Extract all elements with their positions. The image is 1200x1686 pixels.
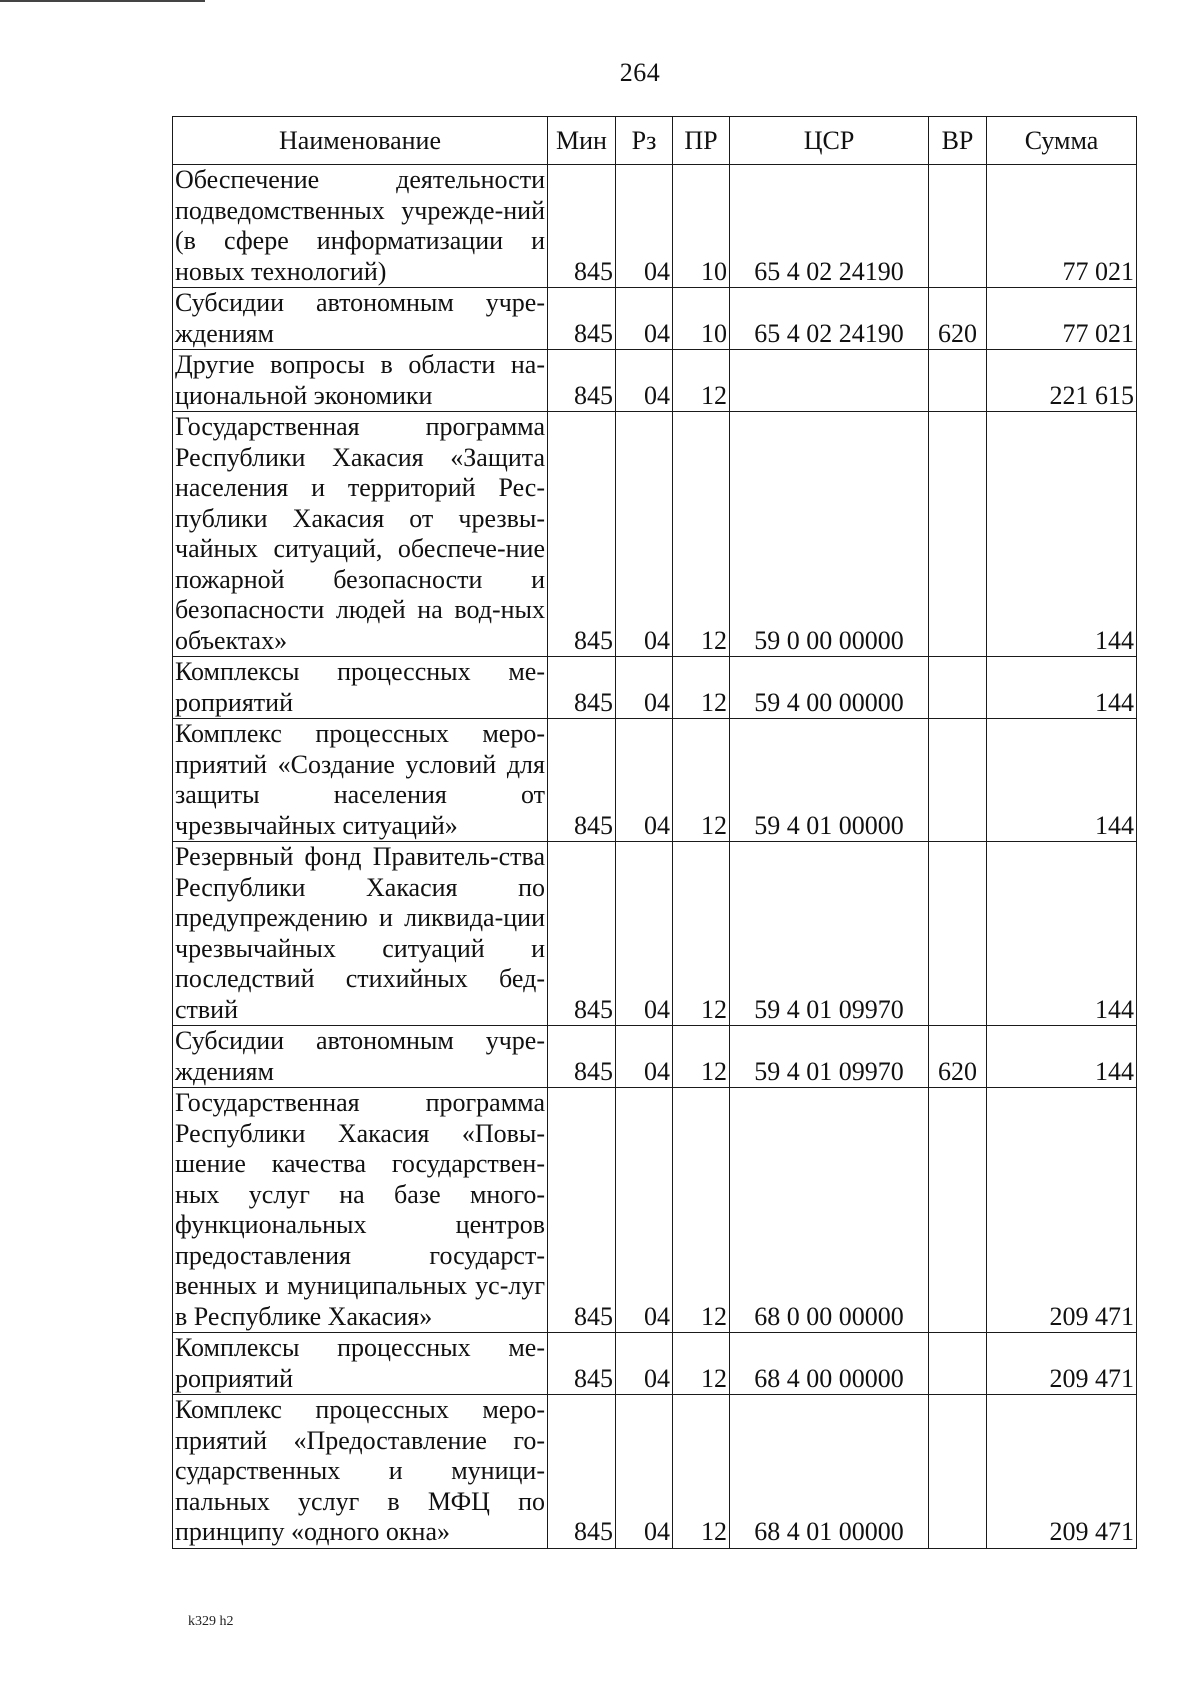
table-row <box>173 1395 1137 1549</box>
table-row <box>173 1026 1137 1088</box>
table-row <box>173 165 1137 288</box>
row-name: Государственная программа Республики Хакасия «Защита населения и территорий Рес-публики Хакасия от чрезвы-чайных ситуаций, обеспече-ние пожарной безопасности и безопасности людей на вод-ных объектах» <box>173 412 548 657</box>
row-vr: 620 <box>929 288 987 350</box>
row-min: 845 <box>548 657 616 719</box>
table-row <box>173 412 1137 657</box>
row-csr: 59 4 00 00000 <box>730 657 929 719</box>
row-name: Резервный фонд Правитель-ства Республики Хакасия по предупреждению и ликвида-ции чрезвычайных ситуаций и последствий стихийных бед-ствий <box>173 842 548 1026</box>
row-name: Комплексы процессных ме-роприятий <box>173 657 548 719</box>
row-sum: 77 021 <box>987 165 1137 288</box>
row-rz: 04 <box>616 350 673 412</box>
row-name: Субсидии автономным учре-ждениям <box>173 288 548 350</box>
table-header-row <box>173 117 1137 165</box>
header-vr: ВР <box>929 117 987 165</box>
row-min: 845 <box>548 288 616 350</box>
scan-edge-line <box>0 0 205 2</box>
row-sum: 144 <box>987 412 1137 657</box>
budget-table <box>172 116 1137 1549</box>
row-name: Другие вопросы в области на-циональной экономики <box>173 350 548 412</box>
row-pr: 12 <box>673 1395 730 1549</box>
row-csr: 68 4 01 00000 <box>730 1395 929 1549</box>
row-sum: 209 471 <box>987 1088 1137 1333</box>
row-sum: 144 <box>987 657 1137 719</box>
row-pr: 12 <box>673 719 730 842</box>
row-csr: 68 0 00 00000 <box>730 1088 929 1333</box>
row-name: Комплексы процессных ме-роприятий <box>173 1333 548 1395</box>
row-rz: 04 <box>616 1026 673 1088</box>
row-vr <box>929 1395 987 1549</box>
footer-code: k329 h2 <box>188 1614 234 1629</box>
row-name: Комплекс процессных меро-приятий «Предоставление го-сударственных и муници-пальных услуг в МФЦ по принципу «одного окна» <box>173 1395 548 1549</box>
header-name: Наименование <box>173 117 548 165</box>
row-name: Обеспечение деятельности подведомственных учрежде-ний (в сфере информатизации и новых технологий) <box>173 165 548 288</box>
row-sum: 209 471 <box>987 1333 1137 1395</box>
row-rz: 04 <box>616 1395 673 1549</box>
row-min: 845 <box>548 1026 616 1088</box>
table-row <box>173 719 1137 842</box>
table-row <box>173 657 1137 719</box>
row-vr <box>929 719 987 842</box>
row-sum: 221 615 <box>987 350 1137 412</box>
row-rz: 04 <box>616 842 673 1026</box>
table-row <box>173 1088 1137 1333</box>
row-pr: 12 <box>673 1088 730 1333</box>
row-pr: 12 <box>673 657 730 719</box>
row-pr: 12 <box>673 1333 730 1395</box>
row-vr <box>929 412 987 657</box>
row-rz: 04 <box>616 719 673 842</box>
row-sum: 144 <box>987 719 1137 842</box>
table-row <box>173 1333 1137 1395</box>
row-name: Комплекс процессных меро-приятий «Создание условий для защиты населения от чрезвычайных ситуаций» <box>173 719 548 842</box>
row-pr: 10 <box>673 288 730 350</box>
row-min: 845 <box>548 1088 616 1333</box>
row-vr <box>929 350 987 412</box>
row-min: 845 <box>548 165 616 288</box>
row-sum: 77 021 <box>987 288 1137 350</box>
row-vr <box>929 1333 987 1395</box>
row-rz: 04 <box>616 165 673 288</box>
row-csr <box>730 350 929 412</box>
row-rz: 04 <box>616 288 673 350</box>
row-vr: 620 <box>929 1026 987 1088</box>
row-pr: 10 <box>673 165 730 288</box>
header-rz: Рз <box>616 117 673 165</box>
row-min: 845 <box>548 842 616 1026</box>
row-min: 845 <box>548 719 616 842</box>
row-name: Государственная программа Республики Хакасия «Повы-шение качества государствен-ных услуг на базе много-функциональных центров предоставления государст-венных и муниципальных ус-луг в Республике Хакасия» <box>173 1088 548 1333</box>
table-row <box>173 842 1137 1026</box>
row-min: 845 <box>548 1333 616 1395</box>
row-min: 845 <box>548 412 616 657</box>
header-sum: Сумма <box>987 117 1137 165</box>
header-pr: ПР <box>673 117 730 165</box>
row-csr: 59 0 00 00000 <box>730 412 929 657</box>
row-rz: 04 <box>616 412 673 657</box>
row-min: 845 <box>548 350 616 412</box>
row-csr: 59 4 01 09970 <box>730 1026 929 1088</box>
row-rz: 04 <box>616 1088 673 1333</box>
row-csr: 65 4 02 24190 <box>730 288 929 350</box>
row-pr: 12 <box>673 842 730 1026</box>
table-row <box>173 288 1137 350</box>
row-csr: 59 4 01 09970 <box>730 842 929 1026</box>
row-pr: 12 <box>673 1026 730 1088</box>
header-min: Мин <box>548 117 616 165</box>
row-sum: 144 <box>987 842 1137 1026</box>
row-vr <box>929 165 987 288</box>
page-number: 264 <box>619 58 661 87</box>
row-min: 845 <box>548 1395 616 1549</box>
row-vr <box>929 842 987 1026</box>
row-rz: 04 <box>616 1333 673 1395</box>
row-rz: 04 <box>616 657 673 719</box>
row-csr: 65 4 02 24190 <box>730 165 929 288</box>
header-csr: ЦСР <box>730 117 929 165</box>
row-csr: 68 4 00 00000 <box>730 1333 929 1395</box>
row-pr: 12 <box>673 350 730 412</box>
row-vr <box>929 1088 987 1333</box>
row-vr <box>929 657 987 719</box>
row-sum: 209 471 <box>987 1395 1137 1549</box>
row-pr: 12 <box>673 412 730 657</box>
row-csr: 59 4 01 00000 <box>730 719 929 842</box>
table-row <box>173 350 1137 412</box>
row-sum: 144 <box>987 1026 1137 1088</box>
row-name: Субсидии автономным учре-ждениям <box>173 1026 548 1088</box>
